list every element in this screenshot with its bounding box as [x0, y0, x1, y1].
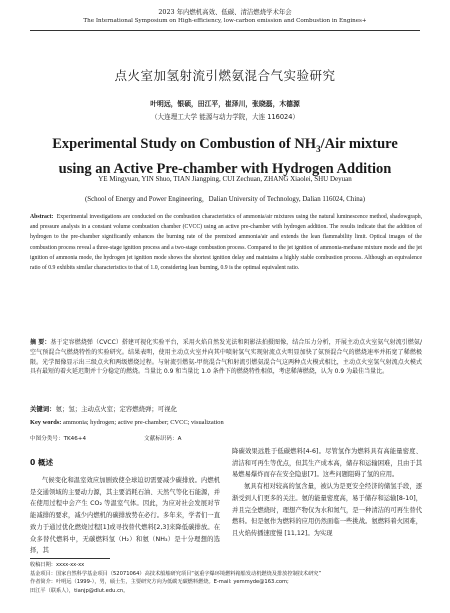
en-title-line1: Experimental Study on Combustion of $NH_3$/Air mixture	[52, 136, 398, 154]
en-abstract-text: Experimental investigations are conducted on the combustion characteristics of ammonia/air mixtures using the natural luminescence method, shadowgraph, and pressure analysis in a constant volume combustion chamber (CVCC) using an active pre-chamber with hydrogen addition. The results indicate that the addition of hydrogen to the pre-chamber significantly enhances the burning rate of the premixed ammonia/air and extends the lean flammability limit. Optical images of the combustion process reveal a three-stage ignition process and a two-stage combustion process. Compared to the jet ignition of ammonia-methane mixture mode and the jet ignition of ammonia mode, the hydrogen jet ignition mode shows the shortest ignition delay and maintains a highly stable combustion process. Although an equivalence ratio of 0.9 exhibits similar characteristics to that of 1.0, considering lean burning, 0.9 is the optimal equivalent ratio.	[30, 214, 423, 272]
document-code: 文献标识码：A	[144, 436, 182, 442]
en-authors: YE Mingyuan, YIN Shuo, TIAN Jiangping, CUI Zechuan, ZHANG Xiaolei, SHU Deyuan	[98, 175, 352, 183]
en-affiliation: (School of Energy and Power Engineering，Dalian University of Technology, Dalian 116024, China)	[84, 196, 366, 203]
zh-abstract	[30, 338, 422, 377]
zh-affiliation: （大连理工大学 能源与动力学院，大连 116024）	[150, 113, 300, 121]
right-column-paragraph-1: 降碳效果远胜于低碳燃料[4-6]。尽管氢作为燃料具有高能量密度、清洁和可再生等优点，但其生产成本高，储存和运输困难，且由于其易燃易爆炸而存在安全隐患[7]。这些问题阻碍了氢的应用。	[232, 448, 422, 479]
classification-line	[30, 434, 422, 442]
en-title-line2: using an Active Pre-chamber with Hydrogen Addition	[58, 160, 392, 177]
footnote-received: 收稿日期：xxxx-xx-xx	[30, 562, 85, 568]
zh-abstract-text: 基于定容燃烧弹（CVCC）搭建可视化实验平台，采用火焰自然发光法和阴影法拍摄图像，结合压力分析，开展主动点火室氨气射流引燃氨/空气预混合气燃烧特性的实验研究。结果表明，使用主动点火室并向其中喷射氢气实现射流点火明显加快了氨预混合气的燃烧速率并拓宽了稀燃极限。光学图像显示出三级点火和两级燃烧过程。与射流引燃氨-甲烷混合气和射流引燃氨混合气这两种点火模式相比，主动点火室氢气射流点火模式具有最短的着火延迟期并十分稳定的燃烧。当量比 0.9 和当量比 1.0 条件下的燃烧特性相似，考虑稀薄燃烧，认为 0.9 为最佳当量比。	[30, 339, 422, 376]
en-abstract	[30, 212, 422, 273]
running-header-zh: 2023 年内燃机高效、低碳、清洁燃烧学术年会	[158, 8, 292, 16]
running-header-en: The International Symposium on High-efficiency, low-carbon emission and Combustion in Engines+	[83, 18, 367, 24]
footnote-author: 作者简介：叶明远（1999-），男，硕士生，主要研究方向为低碳无碳燃料燃烧。E-mail: yemmyde@163.com;	[30, 579, 289, 586]
left-column-text: 气候变化和温室效应加剧致使全球迫切需要减少碳排放。内燃机是交通领域的主要动力源，其主要消耗石油、天然气等化石能源，并在使用过程中会产生 CO₂ 等温室气体。因此，为应对社会发展对节能减排的要求，减少内燃机的碳排放势在必行。多年来，学者们一直致力于通过优化燃烧过程[1]或寻找替代燃料[2,3]来降低碳排放。在众多替代燃料中，无碳燃料氢（H₂）和氨（NH₃）是十分理想的选择，其	[30, 477, 220, 555]
en-abstract-label: Abstract:	[30, 214, 54, 220]
zh-keywords	[30, 404, 422, 413]
header-rule	[30, 30, 420, 31]
en-title	[0, 134, 450, 179]
en-keywords-text: ammonia; hydrogen; active pre-chamber; CVCC; visualization	[63, 419, 224, 426]
zh-title: 点火室加氢射流引燃氨混合气实验研究	[114, 68, 336, 83]
footnotes	[30, 561, 422, 595]
zh-authors: 叶明远，银硕，田江平，崔泽川，张晓磊，木德源	[150, 100, 300, 108]
zh-abstract-label: 摘 要：	[30, 339, 51, 346]
running-header	[0, 8, 450, 25]
clc-number: 中图分类号：TK46+4	[30, 436, 87, 442]
zh-keywords-text: 氨；氢；主动点火室；定容燃烧弹；可视化	[55, 405, 177, 413]
zh-keywords-label: 关键词：	[30, 405, 56, 413]
footnote-rule	[30, 558, 110, 559]
right-column-paragraph-2: 氨具有相对较高的氢含量，被认为是更安全经济的储氢手段，逐渐受到人们更多的关注。氨的能量密度高，易于储存和运输[8-10]，并且完全燃烧时，理想产物仅为水和氮气，是一种清洁的可再生替代燃料。但是氨作为燃料的应用仍然面临一些挑战。氨燃料着火困难，且火焰传播速度慢 [11,12]。为实现	[232, 483, 422, 537]
footnote-funding: 基金项目：国家自然科学基金项目（52071064）高技术船舶研究项目“氨重字爆环境燃料箱船发动机燃烧及排放控制技术研究”	[30, 570, 322, 577]
en-keywords-label: Key words:	[30, 419, 62, 426]
footnote-contact: 田江平（联系人），tianjp@dlut.edu.cn。	[30, 587, 129, 594]
en-keywords	[30, 419, 422, 426]
right-column	[232, 446, 422, 540]
section-heading: 0 概述	[30, 458, 54, 467]
